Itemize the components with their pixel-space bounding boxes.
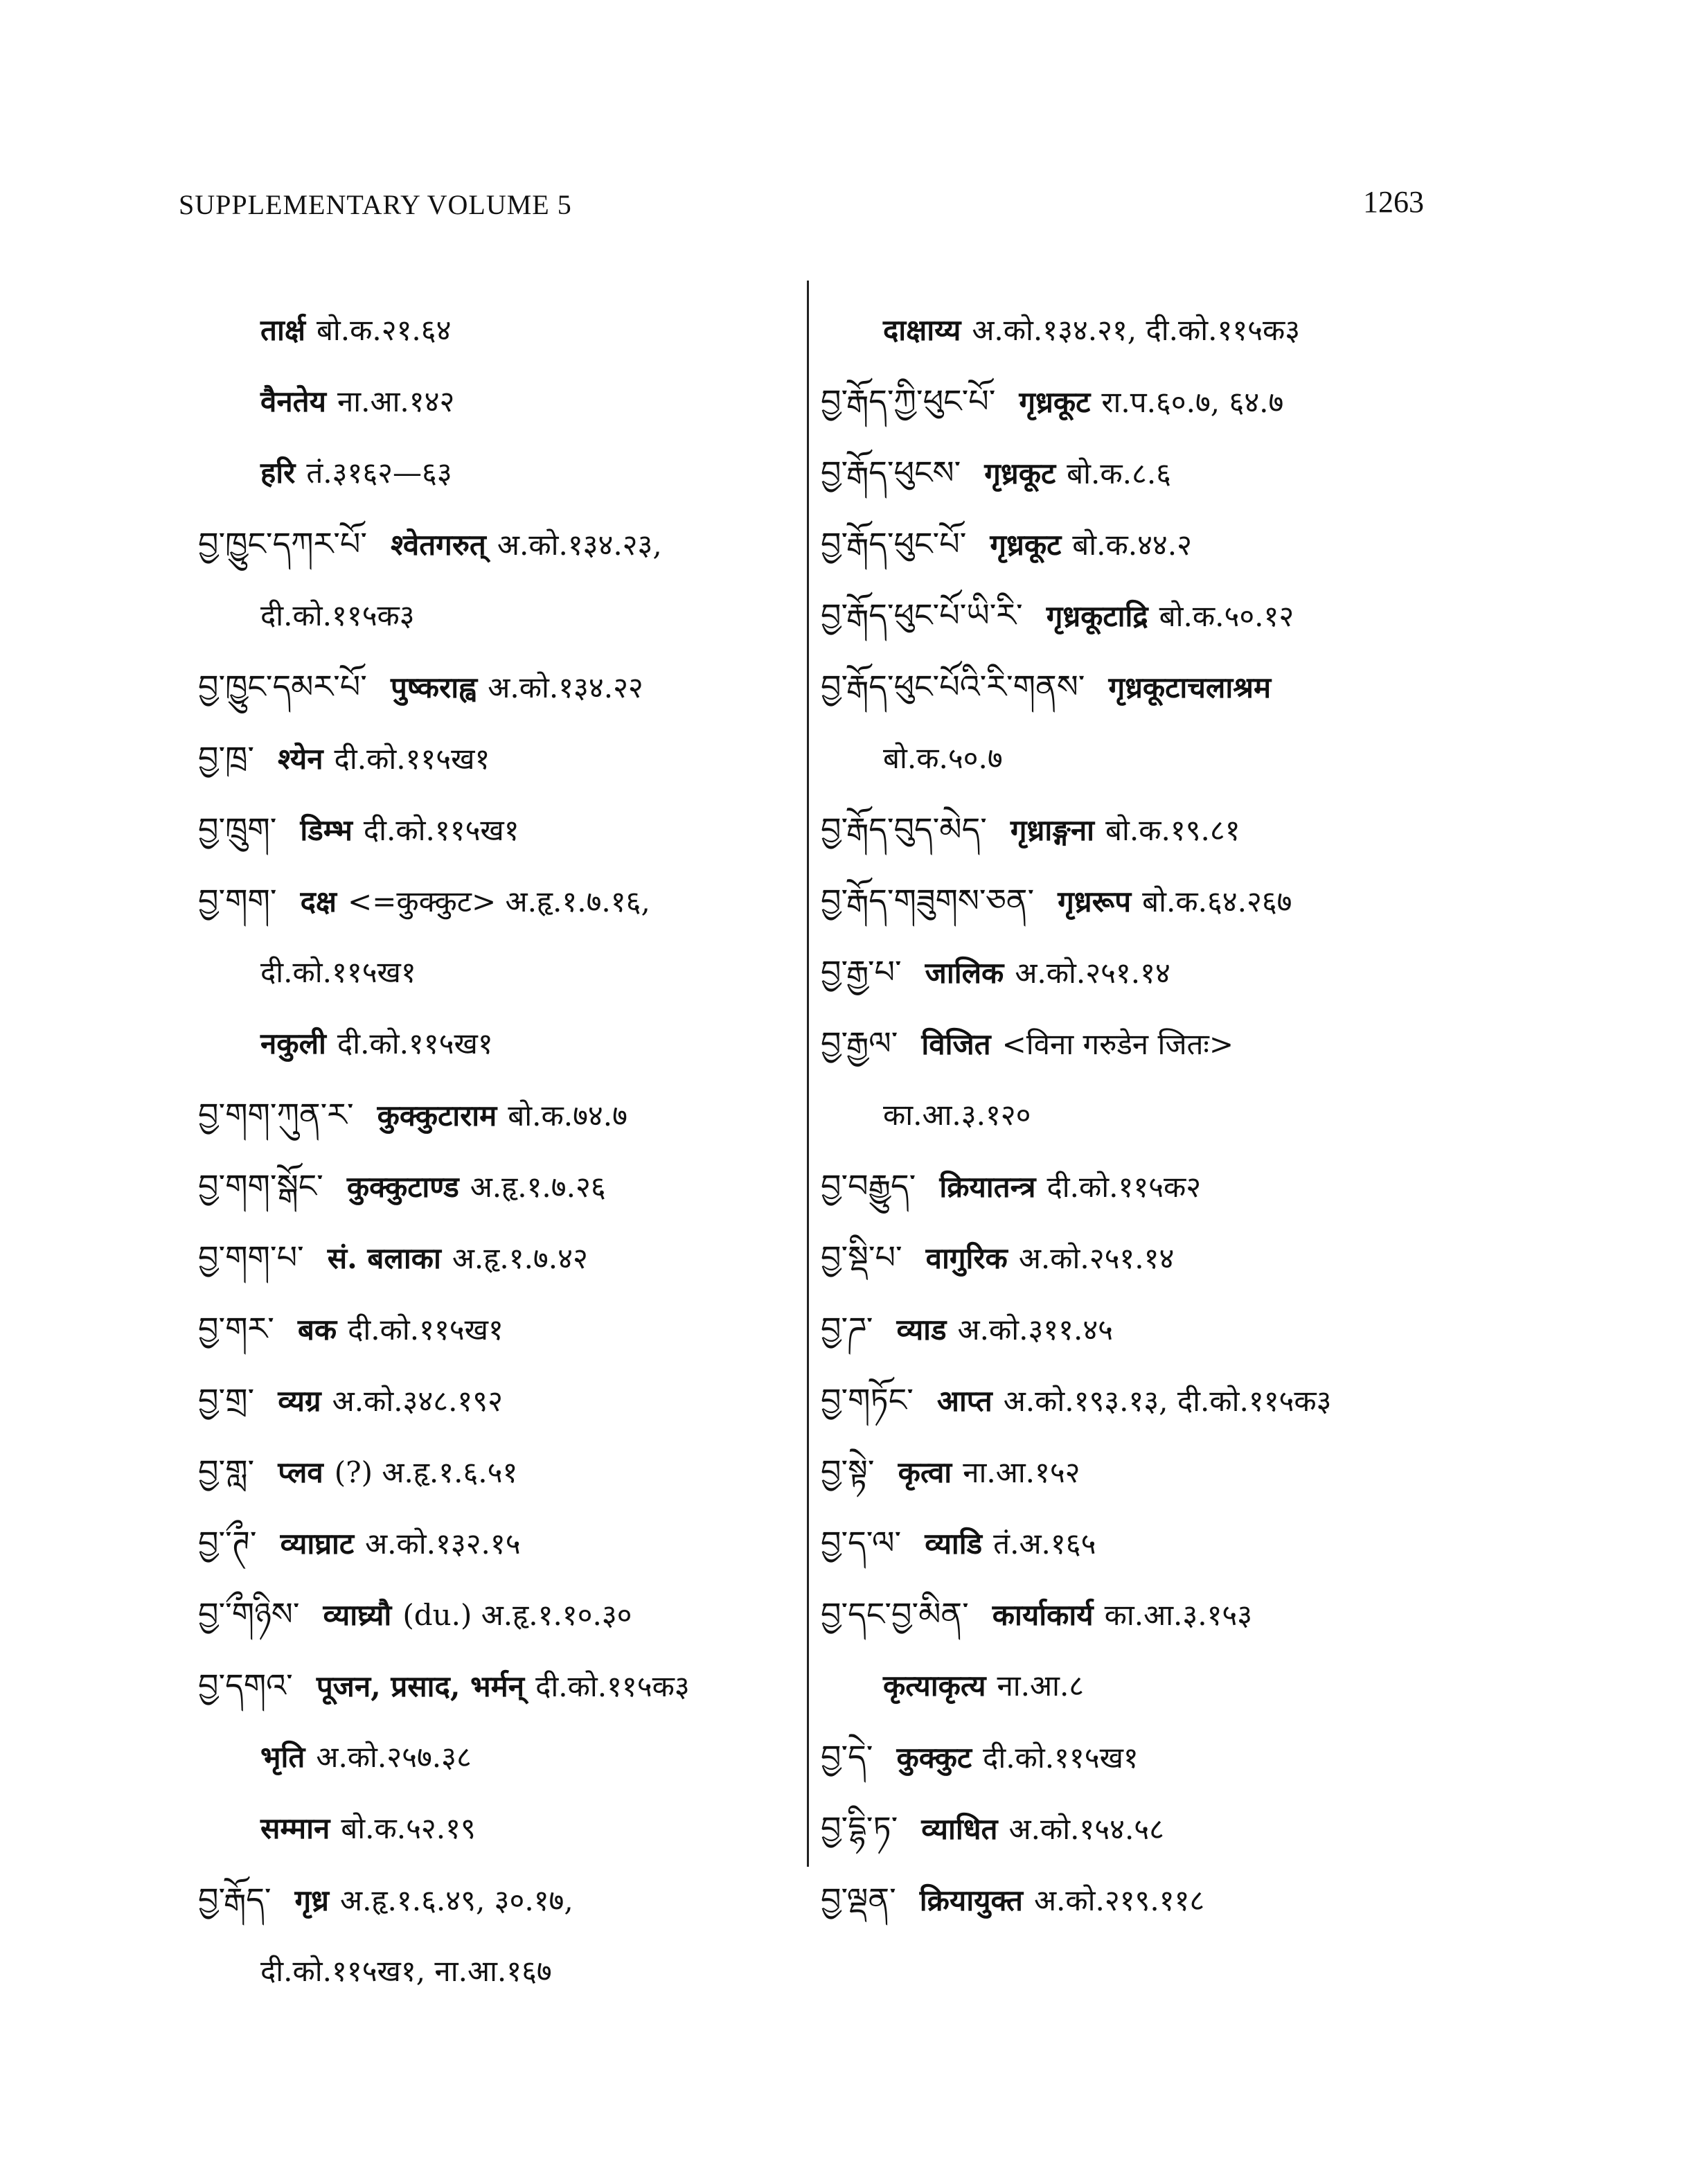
sanskrit-equivalent: गृध्ररूप [1058, 885, 1132, 918]
dictionary-entry [821, 508, 1513, 580]
sanskrit-equivalent: भृति [260, 1740, 305, 1774]
tibetan-headword: བྱ་རྒོད་ཕུང་པོ་ [821, 525, 967, 562]
tibetan-headword: བྱ་རྒྱལ་ [821, 1024, 898, 1062]
tibetan-headword: བྱ་ཁྱུང་དམར་པོ་ [198, 668, 367, 705]
tibetan-headword: བྱ་གར་ [198, 1310, 274, 1347]
tibetan-headword: བྱ་ཁྱུང་དཀར་པོ་ [198, 525, 368, 562]
source-reference: दी.को.११५क३ [535, 1669, 690, 1703]
tibetan-headword: བྱ་དགའ་ [198, 1667, 293, 1704]
source-reference: अ.को.१३४.२२ [488, 671, 643, 704]
source-reference: ना.आ.८ [997, 1669, 1085, 1703]
continuation-line [198, 580, 808, 651]
sanskrit-equivalent: क्रियातन्त्र [939, 1170, 1036, 1204]
dictionary-entry [821, 1151, 1513, 1222]
tibetan-headword: བྱ་བརྒྱུད་ [821, 1167, 916, 1205]
dictionary-entry [821, 1365, 1513, 1436]
sanskrit-equivalent: गृध्रकूट [990, 528, 1062, 562]
tibetan-headword: བྱ་རྒོད་ [198, 1881, 271, 1918]
dictionary-entry [198, 651, 808, 722]
sanskrit-equivalent: कुक्कुटाराम [377, 1099, 497, 1133]
source-reference: <=कुक्कुट> अ.हृ.१.७.१६, [348, 885, 650, 918]
source-reference: दी.को.११५ख१ [260, 955, 416, 989]
dictionary-entry [198, 1079, 808, 1151]
source-reference: अ.को.१३४.२१, दी.को.११५क३ [972, 313, 1301, 347]
dictionary-entry [821, 936, 1513, 1008]
dictionary-entry [821, 1579, 1513, 1650]
dictionary-entry [198, 722, 808, 794]
source-reference: अ.हृ.१.७.४२ [452, 1241, 588, 1275]
sub-entry [198, 294, 808, 366]
dictionary-entry [821, 1293, 1513, 1365]
continuation-line [198, 1935, 808, 2007]
sanskrit-equivalent: कृत्वा [898, 1455, 952, 1489]
tibetan-headword: བྱ་སྟེ་ [821, 1453, 875, 1490]
dictionary-entry [821, 580, 1513, 651]
sanskrit-equivalent: वागुरिक [925, 1241, 1008, 1275]
sanskrit-equivalent: कार्याकार्य [992, 1598, 1094, 1632]
source-reference: अ.को.२५१.१४ [1015, 956, 1170, 990]
dictionary-entry [821, 1864, 1513, 1935]
source-reference: अ.को.१९३.१३, दी.को.११५क३ [1003, 1384, 1332, 1418]
sanskrit-equivalent: व्याडि [925, 1527, 983, 1561]
source-reference: अ.को.२१९.११८ [1033, 1883, 1205, 1917]
source-reference: ना.आ.१४२ [337, 384, 455, 418]
dictionary-entry [198, 508, 808, 580]
dictionary-entry [198, 1507, 808, 1579]
sanskrit-equivalent: आप्त [936, 1384, 992, 1418]
sanskrit-equivalent: गृध्रकूट [984, 456, 1056, 490]
tibetan-headword: བྱ་དང་བྱ་མིན་ [821, 1595, 969, 1633]
source-reference: <विना गरुडेन जितः> [1001, 1027, 1234, 1061]
dictionary-entry [821, 1436, 1513, 1507]
sanskrit-equivalent: तार्क्ष [260, 313, 305, 347]
sanskrit-equivalent: गृध्र [294, 1883, 330, 1917]
tibetan-headword: བྱ་ྀ་གཉིས་ [198, 1595, 300, 1633]
dictionary-entry [821, 1008, 1513, 1079]
continuation-line [198, 936, 808, 1008]
dictionary-entry [198, 1650, 808, 1721]
tibetan-headword: བྱ་གག་ཀུན་ར་ [198, 1096, 354, 1133]
tibetan-headword: བྱ་སྡི་པ་ [821, 1239, 902, 1276]
source-reference: का.आ.३.१२० [883, 1098, 1031, 1132]
source-reference: बो.क.५०.१२ [1159, 599, 1294, 633]
tibetan-headword: བྱ་གླ་ [198, 1453, 255, 1490]
sub-entry [198, 366, 808, 437]
sub-entry [198, 437, 808, 508]
source-reference: अ.को.२५१.१४ [1018, 1241, 1175, 1275]
tibetan-headword: བྱ་གྲ་ [198, 1381, 255, 1419]
sanskrit-equivalent: गृध्रकूटाद्रि [1046, 599, 1148, 633]
tibetan-headword: བྱ་རྒྱ་པ་ [821, 953, 902, 991]
sanskrit-equivalent: कृत्याकृत्य [883, 1669, 986, 1703]
source-reference: दी.को.११५ख१ [334, 742, 490, 776]
source-reference: अ.को.३४८.१९२ [332, 1384, 503, 1418]
source-reference: (?) अ.हृ.१.६.५१ [334, 1455, 518, 1489]
source-reference: बो.क.६४.२६७ [1142, 885, 1292, 918]
sanskrit-equivalent: गृध्रकूट [1019, 385, 1091, 419]
source-reference: का.आ.३.१५३ [1104, 1598, 1253, 1632]
source-reference: ना.आ.१५२ [963, 1455, 1080, 1489]
source-reference: तं.३१६२—६३ [306, 456, 452, 490]
sanskrit-equivalent: नकुली [260, 1027, 326, 1060]
tibetan-headword: བྱ་ཁྲ་ [198, 739, 255, 776]
dictionary-entry [821, 1507, 1513, 1579]
sub-entry [821, 1650, 1513, 1721]
source-reference: (du.) अ.हृ.१.१०.३० [402, 1598, 632, 1632]
tibetan-headword: བྱ་གག་ [198, 882, 277, 919]
source-reference: अ.को.१५४.५८ [1008, 1812, 1164, 1846]
sanskrit-equivalent: गृध्राङ्गना [1010, 813, 1095, 847]
tibetan-headword: བྱ་ལྡན་ [821, 1881, 896, 1918]
source-reference: दी.को.११५ख१ [363, 813, 519, 847]
source-reference: अ.को.१३२.१५ [365, 1527, 521, 1561]
source-reference: बो.क.७४.७ [508, 1099, 627, 1133]
sanskrit-equivalent: व्याघ्र्यौ [323, 1598, 392, 1632]
tibetan-headword: བྱ་གག་པ་ [198, 1239, 304, 1276]
tibetan-headword: བྱ་རྒོད་ཕུངས་ [821, 454, 961, 491]
tibetan-headword: བྱ་རྒོད་ཀྱི་ཕུང་པོ་ [821, 382, 996, 420]
sub-entry [198, 1793, 808, 1864]
running-head: SUPPLEMENTARY VOLUME 5 [179, 189, 572, 220]
sanskrit-equivalent: व्याघ्राट [280, 1527, 355, 1561]
sanskrit-equivalent: विजित [921, 1027, 991, 1061]
sanskrit-equivalent: बक [297, 1313, 337, 1347]
sanskrit-equivalent: व्यग्र [278, 1384, 321, 1418]
page-number: 1263 [1363, 185, 1424, 219]
source-reference: बो.क.५०.७ [883, 741, 1003, 775]
dictionary-entry [198, 865, 808, 936]
tibetan-headword: བྱ་ྀ་ཊ་ [198, 1524, 257, 1561]
continuation-line [821, 1079, 1513, 1151]
sanskrit-equivalent: प्लव [278, 1455, 323, 1489]
source-reference: बो.क.४४.२ [1072, 528, 1192, 562]
left-column [198, 294, 808, 2007]
sanskrit-equivalent: वैनतेय [260, 384, 326, 418]
dictionary-entry [821, 1793, 1513, 1864]
dictionary-entry [198, 794, 808, 865]
source-reference: रा.प.६०.७, ६४.७ [1101, 385, 1284, 419]
tibetan-headword: བྱ་ཁྲུག་ [198, 810, 277, 848]
sanskrit-equivalent: क्रियायुक्त [919, 1883, 1023, 1917]
sanskrit-equivalent: जालिक [925, 956, 1004, 990]
sanskrit-equivalent: सम्मान [260, 1811, 330, 1845]
sub-entry [821, 294, 1513, 366]
source-reference: अ.हृ.१.७.२६ [470, 1170, 606, 1204]
sanskrit-equivalent: व्याधित [921, 1812, 998, 1846]
sanskrit-equivalent: हरि [260, 456, 296, 490]
source-reference: दी.को.११५ख१, ना.आ.१६७ [260, 1954, 552, 1988]
source-reference: दी.को.११५क२ [1047, 1170, 1202, 1204]
dictionary-entry [821, 1721, 1513, 1793]
source-reference: बो.क.५२.१९ [341, 1811, 476, 1845]
sub-entry [198, 1721, 808, 1793]
dictionary-entry [198, 1293, 808, 1365]
sanskrit-equivalent: दाक्षाय्य [883, 313, 961, 347]
dictionary-entry [821, 366, 1513, 437]
tibetan-headword: བྱ་རྒོད་གཟུགས་ཅན་ [821, 882, 1035, 919]
right-column [821, 294, 1513, 1935]
sanskrit-equivalent: पुष्कराह्व [390, 671, 477, 704]
dictionary-entry [198, 1864, 808, 1935]
source-reference: बो.क.२१.६४ [316, 313, 452, 347]
sanskrit-equivalent: सं. बलाका [327, 1241, 441, 1275]
tibetan-headword: བྱ་དྷི་ཏ་ [821, 1809, 898, 1847]
tibetan-headword: བྱ་གག་སྒོང་ [198, 1167, 323, 1205]
source-reference: अ.को.२५७.३८ [316, 1740, 472, 1774]
sub-entry [198, 1008, 808, 1079]
source-reference: दी.को.११५क३ [260, 598, 415, 632]
sanskrit-equivalent: कुक्कुटाण्ड [346, 1170, 459, 1204]
source-reference: तं.अ.१६५ [993, 1527, 1096, 1561]
source-reference: अ.हृ.१.६.४९, ३०.१७, [340, 1883, 573, 1917]
sanskrit-equivalent: व्याड [896, 1313, 947, 1347]
continuation-line [821, 722, 1513, 794]
source-reference: बो.क.८.६ [1067, 456, 1172, 490]
source-reference: दी.को.११५ख१ [983, 1741, 1139, 1775]
source-reference: अ.को.३११.४५ [957, 1313, 1114, 1347]
sanskrit-equivalent: डिम्भ [300, 813, 353, 847]
sanskrit-equivalent: कुक्कुट [896, 1741, 972, 1775]
dictionary-entry [198, 1436, 808, 1507]
sanskrit-equivalent: दक्ष [300, 885, 337, 918]
sanskrit-equivalent: गृध्रकूटाचलाश्रम [1108, 671, 1272, 704]
tibetan-headword: བྱ་དེ་ [821, 1738, 873, 1775]
dictionary-entry [198, 1222, 808, 1293]
tibetan-headword: བྱ་ད་ལ་ [821, 1524, 902, 1561]
dictionary-entry [821, 865, 1513, 936]
source-reference: दी.को.११५ख१ [348, 1313, 504, 1347]
dictionary-entry [821, 794, 1513, 865]
dictionary-entry [198, 1151, 808, 1222]
dictionary-entry [198, 1365, 808, 1436]
source-reference: बो.क.१९.८१ [1105, 813, 1240, 847]
dictionary-entry [821, 651, 1513, 722]
dictionary-entry [821, 437, 1513, 508]
dictionary-entry [198, 1579, 808, 1650]
source-reference: दी.को.११५ख१ [337, 1027, 493, 1060]
tibetan-headword: བྱ་རྒོད་ཕུང་པོ་ཡི་རི་ [821, 596, 1023, 634]
source-reference: अ.को.१३४.२३, [497, 528, 662, 562]
tibetan-headword: བྱ་རྒོད་ཕུང་པོའི་རི་གནས་ [821, 668, 1085, 705]
sanskrit-equivalent: श्येन [278, 742, 323, 776]
tibetan-headword: བྱ་རྒོད་བུད་མེད་ [821, 810, 987, 848]
dictionary-entry [821, 1222, 1513, 1293]
tibetan-headword: བྱ་གཏོང་ [821, 1381, 914, 1419]
tibetan-headword: བྱ་ཌ་ [821, 1310, 873, 1347]
sanskrit-equivalent: श्वेतगरुत् [391, 528, 486, 562]
sanskrit-equivalent: पूजन, प्रसाद, भर्मन् [316, 1669, 525, 1703]
